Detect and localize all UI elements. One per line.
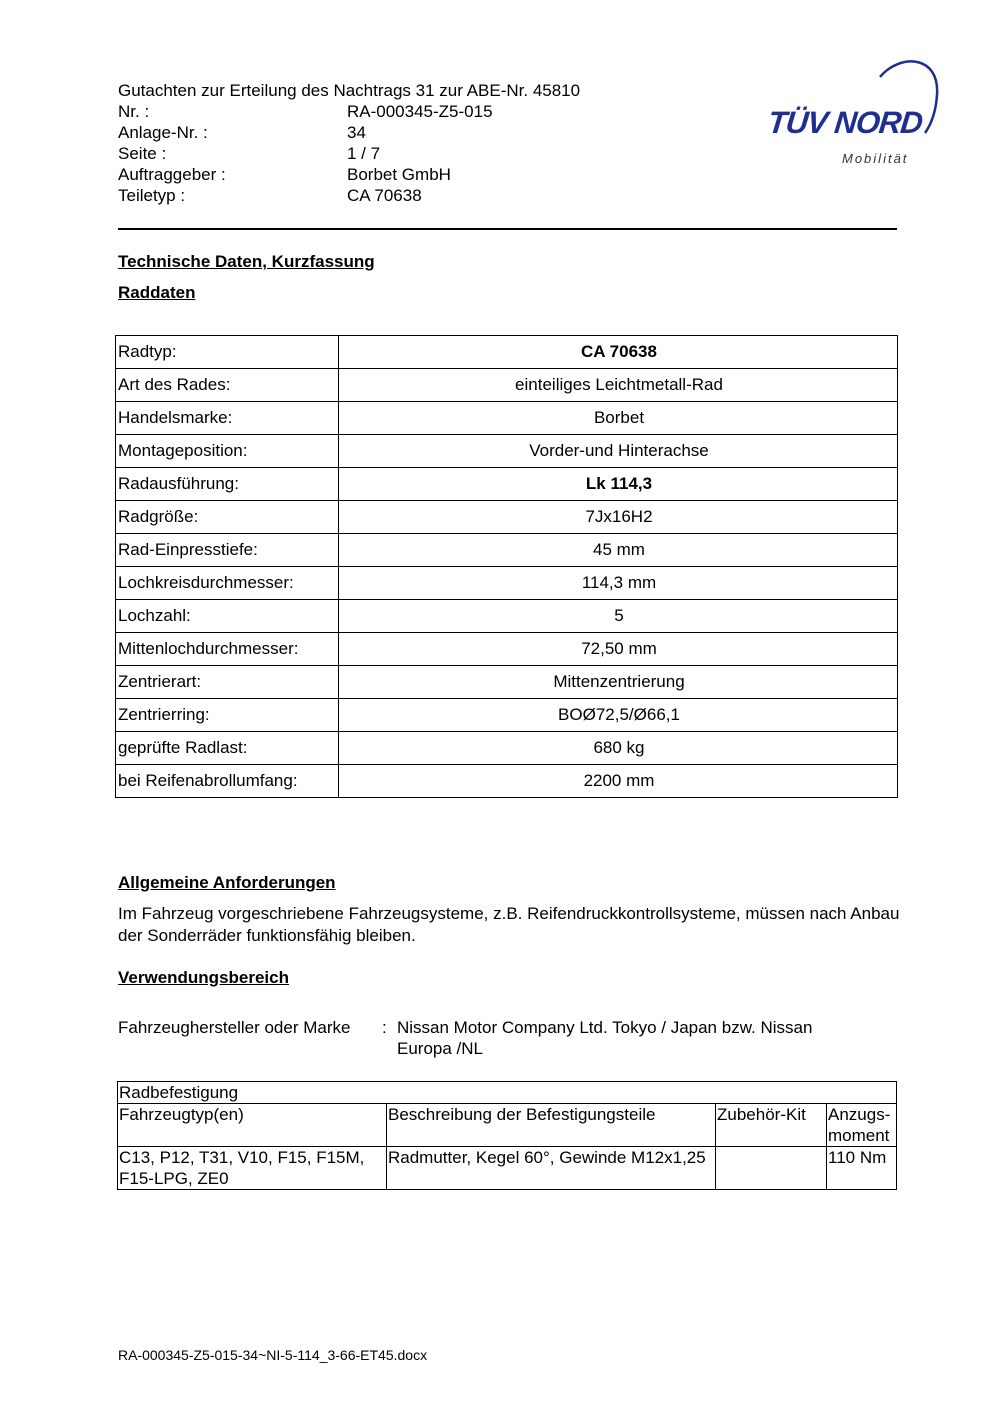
table-row: geprüfte Radlast: 680 kg [116, 732, 898, 765]
logo-brand: TÜV NORD [766, 105, 924, 140]
table-row: Mittenlochdurchmesser: 72,50 mm [116, 633, 898, 666]
section-technische-daten: Technische Daten, Kurzfassung [118, 252, 375, 271]
fastening-table-title: Radbefestigung [118, 1082, 897, 1104]
table-row: Zentrierart: Mittenzentrierung [116, 666, 898, 699]
table-row: Radgröße: 7Jx16H2 [116, 501, 898, 534]
manufacturer-row: Fahrzeughersteller oder Marke : Nissan Motor Company Ltd. Tokyo / Japan bzw. Nissan Europa /NL [118, 1017, 878, 1061]
table-row: Art des Rades: einteiliges Leichtmetall-Rad [116, 369, 898, 402]
manufacturer-value: Nissan Motor Company Ltd. Tokyo / Japan bzw. Nissan Europa /NL [397, 1018, 813, 1058]
logo-subtitle: Mobilität [842, 151, 909, 166]
document-header [118, 80, 580, 206]
table-row: Zentrierring: BOØ72,5/Ø66,1 [116, 699, 898, 732]
header-field-seite: Seite : 1 / 7 [118, 144, 381, 163]
header-field-teiletyp: Teiletyp : CA 70638 [118, 186, 422, 205]
requirements-paragraph: Im Fahrzeug vorgeschriebene Fahrzeugsysteme, z.B. Reifendruckkontrollsysteme, müssen nach Anbau der Sonderräder funktionsfähig bleiben. [118, 904, 900, 945]
wheel-data-table [115, 335, 898, 798]
table-row: Radtyp: CA 70638 [116, 336, 898, 369]
table-row: bei Reifenabrollumfang: 2200 mm [116, 765, 898, 798]
section-raddaten: Raddaten [118, 283, 196, 302]
header-divider [118, 228, 897, 230]
header-field-auftraggeber: Auftraggeber : Borbet GmbH [118, 165, 451, 184]
tuv-nord-logo [760, 55, 945, 175]
header-field-nr: Nr. : RA-000345-Z5-015 [118, 102, 493, 121]
fastening-table [117, 1081, 897, 1190]
header-field-anlage: Anlage-Nr. : 34 [118, 123, 366, 142]
table-row: Rad-Einpresstiefe: 45 mm [116, 534, 898, 567]
section-verwendungsbereich: Verwendungsbereich [118, 968, 289, 987]
table-row [118, 1082, 897, 1104]
table-row: Handelsmarke: Borbet [116, 402, 898, 435]
table-row: Montageposition: Vorder-und Hinterachse [116, 435, 898, 468]
document-title: Gutachten zur Erteilung des Nachtrags 31 zur ABE-Nr. 45810 [118, 81, 581, 100]
table-row: Lochzahl: 5 [116, 600, 898, 633]
table-row: C13, P12, T31, V10, F15, F15M, F15-LPG, ZE0 Radmutter, Kegel 60°, Gewinde M12x1,25 110 Nm [118, 1147, 897, 1190]
table-header-row: Fahrzeugtyp(en) Beschreibung der Befestigungsteile Zubehör-Kit Anzugs-moment [118, 1104, 897, 1147]
section-allgemeine-anforderungen: Allgemeine Anforderungen [118, 873, 336, 892]
footer-filename: RA-000345-Z5-015-34~NI-5-114_3-66-ET45.docx [118, 1347, 428, 1363]
table-row: Radausführung: Lk 114,3 [116, 468, 898, 501]
manufacturer-label: Fahrzeughersteller oder Marke [118, 1018, 351, 1037]
table-row: Lochkreisdurchmesser: 114,3 mm [116, 567, 898, 600]
